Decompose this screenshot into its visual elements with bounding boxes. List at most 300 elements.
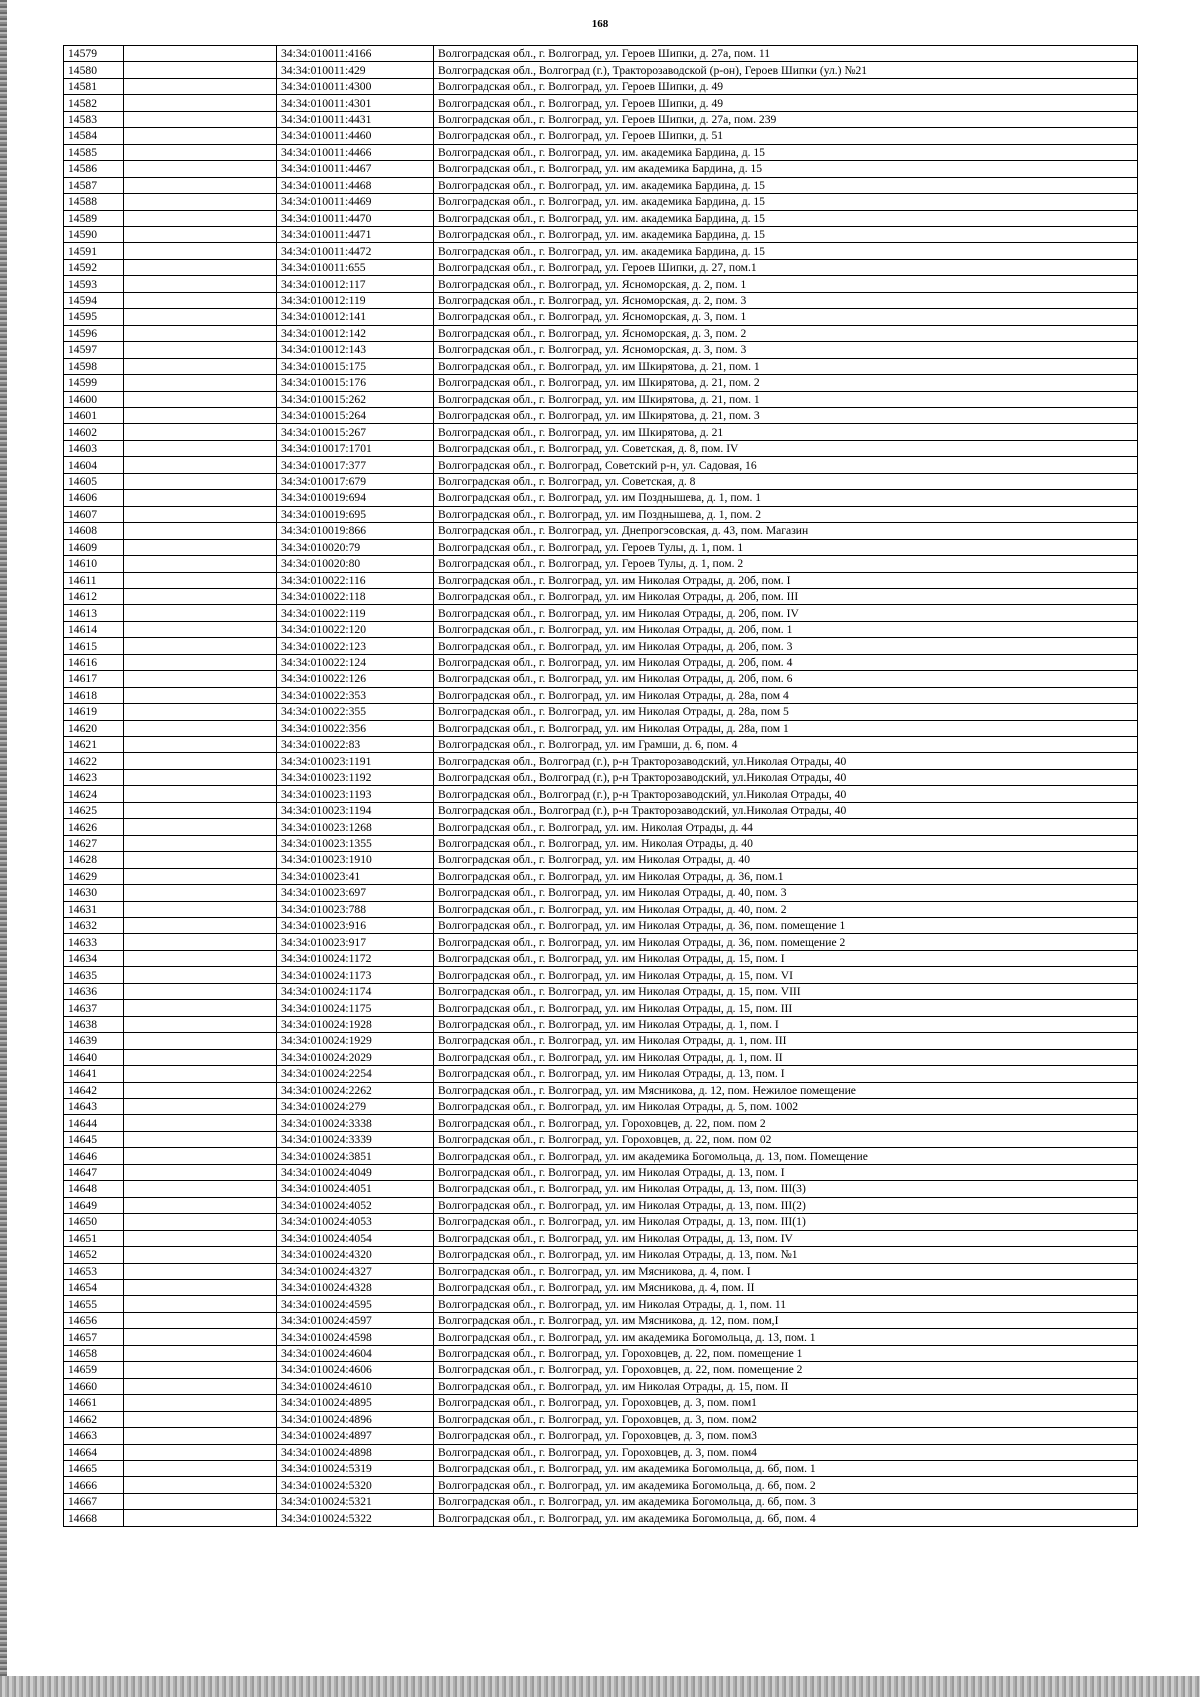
- cadastral-number-cell: 34:34:010011:4468: [277, 177, 434, 193]
- empty-cell: [124, 424, 277, 440]
- empty-cell: [124, 835, 277, 851]
- table-row: [64, 358, 1138, 374]
- cadastral-number-cell: 34:34:010024:3338: [277, 1115, 434, 1131]
- empty-cell: [124, 885, 277, 901]
- row-number-cell: 14624: [64, 786, 124, 802]
- cadastral-number-cell: 34:34:010022:126: [277, 671, 434, 687]
- address-cell: Волгоградская обл., г. Волгоград, ул. им Николая Отрады, д. 28а, пом 4: [434, 687, 1138, 703]
- empty-cell: [124, 309, 277, 325]
- table-row: [64, 934, 1138, 950]
- address-cell: Волгоградская обл., г. Волгоград, ул. Гороховцев, д. 3, пом. пом3: [434, 1428, 1138, 1444]
- empty-cell: [124, 621, 277, 637]
- row-number-cell: 14667: [64, 1493, 124, 1509]
- cadastral-number-cell: 34:34:010023:1194: [277, 802, 434, 818]
- address-cell: Волгоградская обл., г. Волгоград, ул. им Шкирятова, д. 21, пом. 1: [434, 391, 1138, 407]
- table-row: [64, 556, 1138, 572]
- address-cell: Волгоградская обл., г. Волгоград, ул. им Николая Отрады, д. 20б, пом. 3: [434, 638, 1138, 654]
- cadastral-number-cell: 34:34:010023:1268: [277, 819, 434, 835]
- empty-cell: [124, 769, 277, 785]
- row-number-cell: 14660: [64, 1378, 124, 1394]
- row-number-cell: 14615: [64, 638, 124, 654]
- empty-cell: [124, 194, 277, 210]
- table-row: [64, 1164, 1138, 1180]
- row-number-cell: 14602: [64, 424, 124, 440]
- address-cell: Волгоградская обл., г. Волгоград, ул. им Николая Отрады, д. 20б, пом. III: [434, 588, 1138, 604]
- row-number-cell: 14616: [64, 654, 124, 670]
- cadastral-number-cell: 34:34:010011:4466: [277, 144, 434, 160]
- row-number-cell: 14647: [64, 1164, 124, 1180]
- table-row: [64, 1378, 1138, 1394]
- row-number-cell: 14663: [64, 1428, 124, 1444]
- address-cell: Волгоградская обл., г. Волгоград, ул. им. академика Бардина, д. 15: [434, 144, 1138, 160]
- empty-cell: [124, 1279, 277, 1295]
- row-number-cell: 14599: [64, 375, 124, 391]
- address-cell: Волгоградская обл., Волгоград (г.), р-н Тракторозаводский, ул.Николая Отрады, 40: [434, 769, 1138, 785]
- empty-cell: [124, 1115, 277, 1131]
- address-cell: Волгоградская обл., г. Волгоград, ул. Гороховцев, д. 22, пом. помещение 2: [434, 1362, 1138, 1378]
- address-cell: Волгоградская обл., г. Волгоград, ул. им Николая Отрады, д. 28а, пом 1: [434, 720, 1138, 736]
- cadastral-number-cell: 34:34:010024:1173: [277, 967, 434, 983]
- row-number-cell: 14658: [64, 1345, 124, 1361]
- address-cell: Волгоградская обл., г. Волгоград, ул. им Николая Отрады, д. 28а, пом 5: [434, 704, 1138, 720]
- row-number-cell: 14590: [64, 226, 124, 242]
- cadastral-number-cell: 34:34:010024:4898: [277, 1444, 434, 1460]
- empty-cell: [124, 325, 277, 341]
- row-number-cell: 14594: [64, 292, 124, 308]
- empty-cell: [124, 259, 277, 275]
- table-row: [64, 259, 1138, 275]
- row-number-cell: 14613: [64, 605, 124, 621]
- row-number-cell: 14617: [64, 671, 124, 687]
- cadastral-number-cell: 34:34:010022:356: [277, 720, 434, 736]
- empty-cell: [124, 111, 277, 127]
- row-number-cell: 14657: [64, 1329, 124, 1345]
- row-number-cell: 14631: [64, 901, 124, 917]
- row-number-cell: 14584: [64, 128, 124, 144]
- empty-cell: [124, 1000, 277, 1016]
- row-number-cell: 14597: [64, 342, 124, 358]
- address-cell: Волгоградская обл., г. Волгоград, ул. им. академика Бардина, д. 15: [434, 194, 1138, 210]
- empty-cell: [124, 1477, 277, 1493]
- row-number-cell: 14579: [64, 46, 124, 62]
- table-row: [64, 572, 1138, 588]
- row-number-cell: 14644: [64, 1115, 124, 1131]
- row-number-cell: 14583: [64, 111, 124, 127]
- cadastral-number-cell: 34:34:010024:2262: [277, 1082, 434, 1098]
- empty-cell: [124, 375, 277, 391]
- cadastral-number-cell: 34:34:010019:694: [277, 490, 434, 506]
- table-row: [64, 1329, 1138, 1345]
- address-cell: Волгоградская обл., г. Волгоград, ул. Гороховцев, д. 22, пом. пом 2: [434, 1115, 1138, 1131]
- cadastral-number-cell: 34:34:010024:4595: [277, 1296, 434, 1312]
- address-cell: Волгоградская обл., г. Волгоград, ул. им Николая Отрады, д. 1, пом. II: [434, 1049, 1138, 1065]
- row-number-cell: 14582: [64, 95, 124, 111]
- empty-cell: [124, 901, 277, 917]
- address-cell: Волгоградская обл., г. Волгоград, ул. им Позднышева, д. 1, пом. 2: [434, 506, 1138, 522]
- table-row: [64, 1066, 1138, 1082]
- table-row: [64, 1362, 1138, 1378]
- empty-cell: [124, 1263, 277, 1279]
- cadastral-number-cell: 34:34:010024:4897: [277, 1428, 434, 1444]
- address-cell: Волгоградская обл., г. Волгоград, ул. им Николая Отрады, д. 1, пом. I: [434, 1016, 1138, 1032]
- empty-cell: [124, 177, 277, 193]
- empty-cell: [124, 144, 277, 160]
- table-row: [64, 194, 1138, 210]
- cadastral-number-cell: 34:34:010024:4895: [277, 1395, 434, 1411]
- table-row: [64, 62, 1138, 78]
- empty-cell: [124, 78, 277, 94]
- row-number-cell: 14632: [64, 918, 124, 934]
- row-number-cell: 14652: [64, 1247, 124, 1263]
- cadastral-number-cell: 34:34:010012:143: [277, 342, 434, 358]
- table-row: [64, 901, 1138, 917]
- empty-cell: [124, 1345, 277, 1361]
- empty-cell: [124, 950, 277, 966]
- cadastral-number-cell: 34:34:010022:83: [277, 737, 434, 753]
- cadastral-number-cell: 34:34:010024:5320: [277, 1477, 434, 1493]
- table-row: [64, 1000, 1138, 1016]
- table-row: [64, 1296, 1138, 1312]
- address-cell: Волгоградская обл., г. Волгоград, ул. Гороховцев, д. 22, пом. пом 02: [434, 1131, 1138, 1147]
- empty-cell: [124, 605, 277, 621]
- address-cell: Волгоградская обл., г. Волгоград, ул. им Мясникова, д. 4, пом. II: [434, 1279, 1138, 1295]
- cadastral-number-cell: 34:34:010015:176: [277, 375, 434, 391]
- address-cell: Волгоградская обл., г. Волгоград, ул. Советская, д. 8, пом. IV: [434, 440, 1138, 456]
- scan-edge-bottom: [0, 1676, 1200, 1697]
- table-row: [64, 111, 1138, 127]
- row-number-cell: 14625: [64, 802, 124, 818]
- cadastral-number-cell: 34:34:010022:116: [277, 572, 434, 588]
- address-cell: Волгоградская обл., г. Волгоград, ул. им Николая Отрады, д. 15, пом. VIII: [434, 983, 1138, 999]
- table-row: [64, 1214, 1138, 1230]
- cadastral-number-cell: 34:34:010012:117: [277, 276, 434, 292]
- row-number-cell: 14634: [64, 950, 124, 966]
- address-cell: Волгоградская обл., г. Волгоград, ул. Гороховцев, д. 3, пом. пом1: [434, 1395, 1138, 1411]
- table-row: [64, 769, 1138, 785]
- address-cell: Волгоградская обл., г. Волгоград, ул. им Николая Отрады, д. 1, пом. III: [434, 1033, 1138, 1049]
- table-row: [64, 1345, 1138, 1361]
- table-row: [64, 687, 1138, 703]
- table-row: [64, 1247, 1138, 1263]
- address-cell: Волгоградская обл., г. Волгоград, ул. им Николая Отрады, д. 40: [434, 852, 1138, 868]
- cadastral-number-cell: 34:34:010012:141: [277, 309, 434, 325]
- cadastral-number-cell: 34:34:010024:3851: [277, 1148, 434, 1164]
- table-row: [64, 786, 1138, 802]
- empty-cell: [124, 1148, 277, 1164]
- cadastral-number-cell: 34:34:010024:4610: [277, 1378, 434, 1394]
- address-cell: Волгоградская обл., г. Волгоград, ул. Ясноморская, д. 3, пом. 3: [434, 342, 1138, 358]
- row-number-cell: 14618: [64, 687, 124, 703]
- cadastral-number-cell: 34:34:010023:41: [277, 868, 434, 884]
- empty-cell: [124, 1428, 277, 1444]
- row-number-cell: 14620: [64, 720, 124, 736]
- cadastral-number-cell: 34:34:010023:1910: [277, 852, 434, 868]
- empty-cell: [124, 276, 277, 292]
- empty-cell: [124, 226, 277, 242]
- cadastral-number-cell: 34:34:010020:80: [277, 556, 434, 572]
- address-cell: Волгоградская обл., г. Волгоград, ул. им академика Богомольца, д. 6б, пом. 1: [434, 1460, 1138, 1476]
- cadastral-number-cell: 34:34:010019:695: [277, 506, 434, 522]
- address-cell: Волгоградская обл., г. Волгоград, ул. им Николая Отрады, д. 40, пом. 2: [434, 901, 1138, 917]
- table-row: [64, 161, 1138, 177]
- empty-cell: [124, 1493, 277, 1509]
- cadastral-number-cell: 34:34:010017:679: [277, 473, 434, 489]
- address-cell: Волгоградская обл., г. Волгоград, ул. им Мясникова, д. 12, пом. пом,I: [434, 1312, 1138, 1328]
- row-number-cell: 14640: [64, 1049, 124, 1065]
- empty-cell: [124, 1378, 277, 1394]
- cadastral-number-cell: 34:34:010024:4896: [277, 1411, 434, 1427]
- address-cell: Волгоградская обл., г. Волгоград, ул. Ясноморская, д. 3, пом. 2: [434, 325, 1138, 341]
- row-number-cell: 14587: [64, 177, 124, 193]
- table-row: [64, 819, 1138, 835]
- empty-cell: [124, 1181, 277, 1197]
- table-row: [64, 177, 1138, 193]
- table-row: [64, 1428, 1138, 1444]
- empty-cell: [124, 1362, 277, 1378]
- row-number-cell: 14614: [64, 621, 124, 637]
- cadastral-number-cell: 34:34:010024:2029: [277, 1049, 434, 1065]
- table-row: [64, 46, 1138, 62]
- empty-cell: [124, 46, 277, 62]
- row-number-cell: 14628: [64, 852, 124, 868]
- table-row: [64, 128, 1138, 144]
- row-number-cell: 14639: [64, 1033, 124, 1049]
- row-number-cell: 14664: [64, 1444, 124, 1460]
- table-row: [64, 375, 1138, 391]
- table-row: [64, 1230, 1138, 1246]
- cadastral-number-cell: 34:34:010024:4052: [277, 1197, 434, 1213]
- row-number-cell: 14666: [64, 1477, 124, 1493]
- empty-cell: [124, 1066, 277, 1082]
- table-row: [64, 852, 1138, 868]
- cadastral-number-cell: 34:34:010024:2254: [277, 1066, 434, 1082]
- cadastral-number-cell: 34:34:010024:3339: [277, 1131, 434, 1147]
- address-cell: Волгоградская обл., г. Волгоград, ул. им Николая Отрады, д. 15, пом. II: [434, 1378, 1138, 1394]
- row-number-cell: 14591: [64, 243, 124, 259]
- table-row: [64, 1033, 1138, 1049]
- address-cell: Волгоградская обл., г. Волгоград, ул. Гороховцев, д. 22, пом. помещение 1: [434, 1345, 1138, 1361]
- address-cell: Волгоградская обл., г. Волгоград, ул. им Николая Отрады, д. 13, пом. №1: [434, 1247, 1138, 1263]
- empty-cell: [124, 1444, 277, 1460]
- table-row: [64, 309, 1138, 325]
- address-cell: Волгоградская обл., г. Волгоград, ул. им Николая Отрады, д. 1, пом. 11: [434, 1296, 1138, 1312]
- row-number-cell: 14656: [64, 1312, 124, 1328]
- address-cell: Волгоградская обл., г. Волгоград, ул. им академика Богомольца, д. 6б, пом. 3: [434, 1493, 1138, 1509]
- cadastral-number-cell: 34:34:010024:5319: [277, 1460, 434, 1476]
- table-row: [64, 720, 1138, 736]
- row-number-cell: 14649: [64, 1197, 124, 1213]
- cadastral-number-cell: 34:34:010011:4470: [277, 210, 434, 226]
- cadastral-number-cell: 34:34:010024:4604: [277, 1345, 434, 1361]
- table-row: [64, 671, 1138, 687]
- empty-cell: [124, 1164, 277, 1180]
- empty-cell: [124, 1016, 277, 1032]
- address-cell: Волгоградская обл., г. Волгоград, ул. им Николая Отрады, д. 13, пом. I: [434, 1164, 1138, 1180]
- row-number-cell: 14612: [64, 588, 124, 604]
- empty-cell: [124, 1329, 277, 1345]
- cadastral-number-cell: 34:34:010024:5321: [277, 1493, 434, 1509]
- table-row: [64, 1082, 1138, 1098]
- cadastral-number-cell: 34:34:010022:120: [277, 621, 434, 637]
- cadastral-number-cell: 34:34:010011:4301: [277, 95, 434, 111]
- empty-cell: [124, 1197, 277, 1213]
- table-row: [64, 276, 1138, 292]
- empty-cell: [124, 934, 277, 950]
- empty-cell: [124, 638, 277, 654]
- cadastral-number-cell: 34:34:010023:1191: [277, 753, 434, 769]
- row-number-cell: 14651: [64, 1230, 124, 1246]
- row-number-cell: 14645: [64, 1131, 124, 1147]
- row-number-cell: 14646: [64, 1148, 124, 1164]
- table-row: [64, 1510, 1138, 1526]
- address-cell: Волгоградская обл., Волгоград (г.), р-н Тракторозаводский, ул.Николая Отрады, 40: [434, 802, 1138, 818]
- address-cell: Волгоградская обл., г. Волгоград, ул. им Николая Отрады, д. 13, пом. III(2): [434, 1197, 1138, 1213]
- address-cell: Волгоградская обл., г. Волгоград, ул. им. академика Бардина, д. 15: [434, 243, 1138, 259]
- address-cell: Волгоградская обл., г. Волгоград, ул. им. Николая Отрады, д. 44: [434, 819, 1138, 835]
- empty-cell: [124, 868, 277, 884]
- table-row: [64, 1263, 1138, 1279]
- cadastral-number-cell: 34:34:010011:429: [277, 62, 434, 78]
- address-cell: Волгоградская обл., г. Волгоград, ул. Ясноморская, д. 2, пом. 1: [434, 276, 1138, 292]
- address-cell: Волгоградская обл., г. Волгоград, ул. им. академика Бардина, д. 15: [434, 226, 1138, 242]
- table-row: [64, 983, 1138, 999]
- table-row: [64, 523, 1138, 539]
- table-row: [64, 490, 1138, 506]
- address-cell: Волгоградская обл., г. Волгоград, ул. Героев Тулы, д. 1, пом. 1: [434, 539, 1138, 555]
- empty-cell: [124, 1099, 277, 1115]
- row-number-cell: 14592: [64, 259, 124, 275]
- table-row: [64, 539, 1138, 555]
- empty-cell: [124, 161, 277, 177]
- empty-cell: [124, 62, 277, 78]
- cadastral-number-cell: 34:34:010023:697: [277, 885, 434, 901]
- row-number-cell: 14580: [64, 62, 124, 78]
- table-row: [64, 1395, 1138, 1411]
- table-row: [64, 144, 1138, 160]
- table-row: [64, 440, 1138, 456]
- cadastral-number-cell: 34:34:010011:4471: [277, 226, 434, 242]
- empty-cell: [124, 1131, 277, 1147]
- row-number-cell: 14636: [64, 983, 124, 999]
- empty-cell: [124, 1247, 277, 1263]
- address-cell: Волгоградская обл., г. Волгоград, ул. им Позднышева, д. 1, пом. 1: [434, 490, 1138, 506]
- cadastral-number-cell: 34:34:010020:79: [277, 539, 434, 555]
- cadastral-number-cell: 34:34:010024:5322: [277, 1510, 434, 1526]
- cadastral-number-cell: 34:34:010011:655: [277, 259, 434, 275]
- table-row: [64, 473, 1138, 489]
- table-row: [64, 342, 1138, 358]
- cadastral-number-cell: 34:34:010017:377: [277, 457, 434, 473]
- table-row: [64, 1016, 1138, 1032]
- cadastral-number-cell: 34:34:010024:4598: [277, 1329, 434, 1345]
- address-cell: Волгоградская обл., г. Волгоград, ул. им Шкирятова, д. 21, пом. 2: [434, 375, 1138, 391]
- cadastral-number-cell: 34:34:010015:267: [277, 424, 434, 440]
- row-number-cell: 14619: [64, 704, 124, 720]
- empty-cell: [124, 918, 277, 934]
- cadastral-number-cell: 34:34:010023:1193: [277, 786, 434, 802]
- cadastral-number-cell: 34:34:010024:4328: [277, 1279, 434, 1295]
- row-number-cell: 14610: [64, 556, 124, 572]
- table-row: [64, 457, 1138, 473]
- table-row: [64, 950, 1138, 966]
- empty-cell: [124, 243, 277, 259]
- row-number-cell: 14606: [64, 490, 124, 506]
- row-number-cell: 14622: [64, 753, 124, 769]
- row-number-cell: 14655: [64, 1296, 124, 1312]
- address-cell: Волгоградская обл., г. Волгоград, ул. Героев Шипки, д. 27а, пом. 11: [434, 46, 1138, 62]
- empty-cell: [124, 506, 277, 522]
- empty-cell: [124, 1312, 277, 1328]
- cadastral-number-cell: 34:34:010011:4472: [277, 243, 434, 259]
- table-row: [64, 621, 1138, 637]
- cadastral-number-cell: 34:34:010022:123: [277, 638, 434, 654]
- address-cell: Волгоградская обл., г. Волгоград, ул. им. академика Бардина, д. 15: [434, 177, 1138, 193]
- table-row: [64, 605, 1138, 621]
- empty-cell: [124, 440, 277, 456]
- empty-cell: [124, 819, 277, 835]
- empty-cell: [124, 1395, 277, 1411]
- empty-cell: [124, 1460, 277, 1476]
- address-cell: Волгоградская обл., г. Волгоград, ул. Героев Шипки, д. 27а, пом. 239: [434, 111, 1138, 127]
- table-row: [64, 802, 1138, 818]
- row-number-cell: 14601: [64, 407, 124, 423]
- empty-cell: [124, 1296, 277, 1312]
- row-number-cell: 14593: [64, 276, 124, 292]
- cadastral-number-cell: 34:34:010024:4053: [277, 1214, 434, 1230]
- address-cell: Волгоградская обл., г. Волгоград, ул. им Мясникова, д. 12, пом. Нежилое помещение: [434, 1082, 1138, 1098]
- empty-cell: [124, 128, 277, 144]
- table-row: [64, 424, 1138, 440]
- empty-cell: [124, 95, 277, 111]
- row-number-cell: 14581: [64, 78, 124, 94]
- cadastral-number-cell: 34:34:010024:1929: [277, 1033, 434, 1049]
- table-row: [64, 1493, 1138, 1509]
- address-cell: Волгоградская обл., г. Волгоград, ул. Гороховцев, д. 3, пом. пом4: [434, 1444, 1138, 1460]
- table-row: [64, 1049, 1138, 1065]
- row-number-cell: 14588: [64, 194, 124, 210]
- address-cell: Волгоградская обл., г. Волгоград, ул. им Николая Отрады, д. 36, пом. помещение 1: [434, 918, 1138, 934]
- table-row: [64, 210, 1138, 226]
- row-number-cell: 14623: [64, 769, 124, 785]
- row-number-cell: 14585: [64, 144, 124, 160]
- cadastral-number-cell: 34:34:010015:264: [277, 407, 434, 423]
- cadastral-number-cell: 34:34:010024:1928: [277, 1016, 434, 1032]
- empty-cell: [124, 523, 277, 539]
- table-row: [64, 1411, 1138, 1427]
- empty-cell: [124, 1033, 277, 1049]
- table-row: [64, 407, 1138, 423]
- address-cell: Волгоградская обл., г. Волгоград, ул. им Николая Отрады, д. 5, пом. 1002: [434, 1099, 1138, 1115]
- cadastral-number-cell: 34:34:010024:4327: [277, 1263, 434, 1279]
- address-cell: Волгоградская обл., г. Волгоград, ул. Героев Шипки, д. 49: [434, 78, 1138, 94]
- cadastral-number-cell: 34:34:010011:4300: [277, 78, 434, 94]
- table-row: [64, 1197, 1138, 1213]
- table-row: [64, 1148, 1138, 1164]
- table-row: [64, 1181, 1138, 1197]
- empty-cell: [124, 687, 277, 703]
- empty-cell: [124, 983, 277, 999]
- address-cell: Волгоградская обл., г. Волгоград, ул. Героев Тулы, д. 1, пом. 2: [434, 556, 1138, 572]
- table-row: [64, 1115, 1138, 1131]
- address-cell: Волгоградская обл., г. Волгоград, ул. Гороховцев, д. 3, пом. пом2: [434, 1411, 1138, 1427]
- address-cell: Волгоградская обл., г. Волгоград, ул. им академика Богомольца, д. 13, пом. Помещение: [434, 1148, 1138, 1164]
- empty-cell: [124, 556, 277, 572]
- row-number-cell: 14630: [64, 885, 124, 901]
- cadastral-number-cell: 34:34:010015:175: [277, 358, 434, 374]
- table-row: [64, 638, 1138, 654]
- address-cell: Волгоградская обл., г. Волгоград, ул. им Грамши, д. 6, пом. 4: [434, 737, 1138, 753]
- address-cell: Волгоградская обл., г. Волгоград, Советский р-н, ул. Садовая, 16: [434, 457, 1138, 473]
